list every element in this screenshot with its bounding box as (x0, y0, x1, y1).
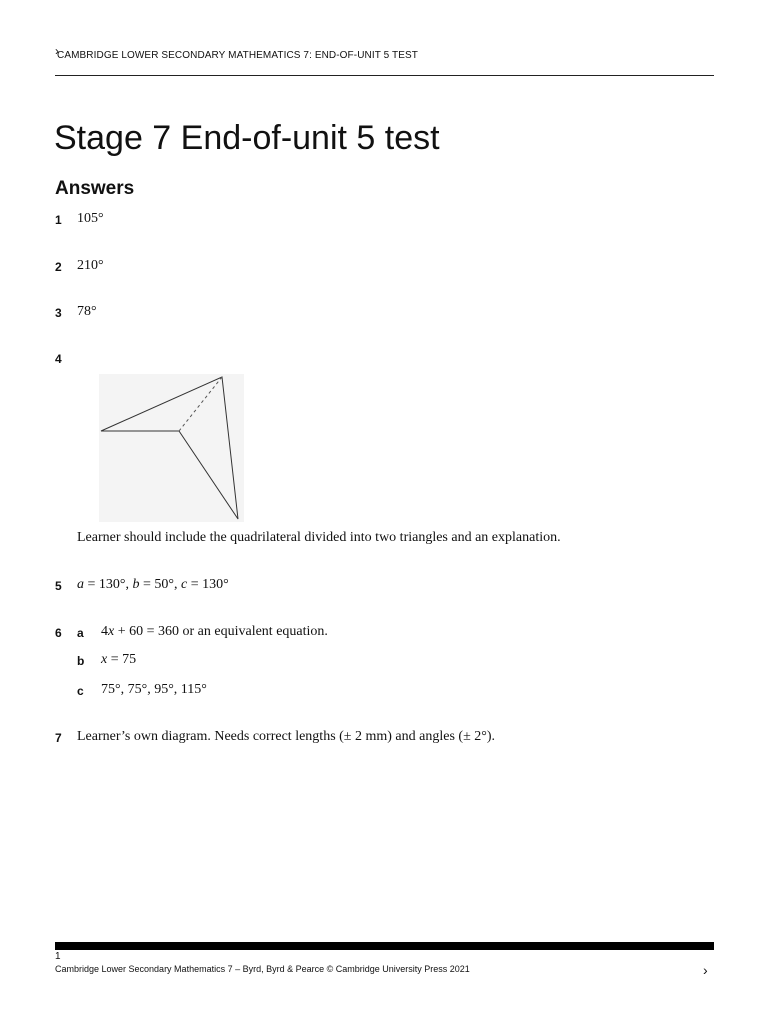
answer-text (101, 624, 328, 640)
question-number: 6 (55, 626, 62, 640)
question-number: 3 (55, 306, 62, 320)
question-number: 1 (55, 213, 62, 227)
header-arrow-icon: › (55, 44, 59, 58)
quadrilateral-figure (99, 374, 244, 522)
answer-text (77, 577, 229, 593)
page-number: 1 (55, 951, 61, 962)
answer-text: Learner should include the quadrilateral divided into two triangles and an explanation. (77, 530, 561, 545)
answer-text: 105° (77, 211, 104, 226)
answer-text: 75°, 75°, 95°, 115° (101, 682, 207, 697)
section-heading: Answers (55, 178, 135, 199)
running-header: CAMBRIDGE LOWER SECONDARY MATHEMATICS 7: END-OF-UNIT 5 TEST (57, 50, 418, 61)
answer-fragment: 4 (101, 624, 108, 639)
variable-a: a (77, 577, 84, 592)
part-label: a (77, 626, 84, 640)
question-number: 4 (55, 352, 62, 366)
answer-fragment: = 50°, (139, 577, 181, 592)
answer-text: 78° (77, 304, 97, 319)
variable-x: x (108, 624, 115, 639)
quadrilateral-diagram (99, 374, 244, 522)
answer-fragment: + 60 = 360 or an equivalent equation. (114, 624, 328, 639)
footer-divider (55, 942, 714, 950)
quadrilateral-outline (101, 377, 238, 519)
diagonal-dashed-line (179, 377, 222, 431)
answer-fragment: = 130° (187, 577, 229, 592)
question-number: 2 (55, 260, 62, 274)
part-label: c (77, 684, 84, 698)
question-number: 5 (55, 579, 62, 593)
answer-text: 210° (77, 258, 104, 273)
footer-arrow-icon: › (703, 962, 708, 978)
answer-text (101, 652, 136, 668)
variable-c: c (181, 577, 188, 592)
footer-copyright: Cambridge Lower Secondary Mathematics 7 – Byrd, Byrd & Pearce © Cambridge University Press 2021 (55, 964, 470, 974)
part-label: b (77, 654, 85, 668)
question-number: 7 (55, 731, 62, 745)
variable-b: b (132, 577, 140, 592)
answer-fragment: = 75 (107, 652, 137, 667)
header-divider (55, 75, 714, 76)
answer-fragment: = 130°, (84, 577, 133, 592)
variable-x: x (101, 652, 108, 667)
answer-text: Learner’s own diagram. Needs correct lengths (± 2 mm) and angles (± 2°). (77, 729, 496, 744)
page-title: Stage 7 End-of-unit 5 test (54, 119, 440, 157)
